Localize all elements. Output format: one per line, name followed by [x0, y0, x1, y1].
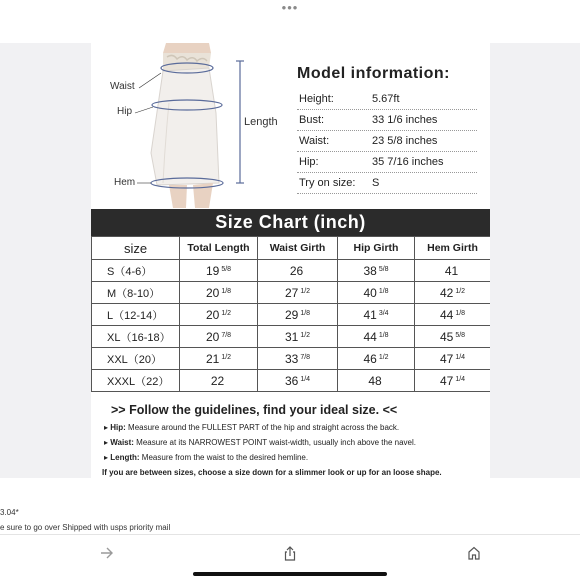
measurement-cell: [258, 304, 338, 326]
size-table-row: [92, 326, 491, 348]
share-button[interactable]: [281, 545, 299, 561]
measurement-whole: 33: [284, 351, 299, 366]
measurement-fraction: 1/4: [455, 375, 466, 383]
size-table-row: [92, 348, 491, 370]
size-cell: XXXL（22）: [92, 370, 180, 392]
waist-label: Waist: [110, 81, 135, 92]
arrow-right-icon: [100, 547, 114, 559]
measurement-cell: [258, 260, 338, 282]
model-information: [297, 65, 477, 194]
measurement-fraction: 1/4: [300, 375, 311, 383]
toolbar-divider: [0, 534, 580, 535]
measurement-whole: 20: [205, 307, 220, 322]
column-header-hip-girth: Hip Girth: [338, 237, 415, 260]
measurement-cell: [415, 326, 491, 348]
measurement-cell: [180, 304, 258, 326]
model-info-key: Waist:: [299, 135, 330, 147]
model-info-row: [297, 152, 477, 173]
length-guideline-label: Length:: [110, 453, 140, 462]
measurement-whole: 36: [284, 373, 299, 388]
measurement-whole: 20: [205, 329, 220, 344]
size-table-row: [92, 304, 491, 326]
waist-guideline: ▸ Waist: Measure at its NARROWEST POINT waist-width, usually inch above the navel.: [104, 438, 416, 447]
model-info-row: [297, 131, 477, 152]
size-chart-table: [91, 236, 490, 392]
model-info-key: Bust:: [299, 114, 325, 126]
measurement-whole: 45: [439, 329, 454, 344]
measurement-fraction: 1/4: [455, 353, 466, 361]
measurement-fraction: 1/2: [455, 287, 466, 295]
measurement-whole: 41: [363, 307, 377, 322]
measurement-cell: [258, 370, 338, 392]
measurement-fraction: 5/8: [378, 265, 389, 273]
hip-guideline-text: Measure around the FULLEST PART of the hip and straight across the back.: [125, 423, 400, 432]
measurement-cell: [180, 260, 258, 282]
size-cell: M（8-10）: [92, 282, 180, 304]
measurement-whole: 48: [368, 373, 382, 388]
measurement-cell: [415, 304, 491, 326]
model-info-value: 23 5/8 inches: [372, 135, 438, 147]
model-info-row: [297, 173, 477, 194]
measurement-cell: [415, 260, 491, 282]
measurement-fraction: 3/4: [378, 309, 389, 317]
measurement-cell: [180, 370, 258, 392]
measurement-whole: 47: [439, 373, 454, 388]
measurement-whole: 31: [284, 329, 299, 344]
size-table-row: [92, 370, 491, 392]
model-info-value: S: [372, 177, 380, 189]
measurement-cell: [338, 370, 415, 392]
size-chart-title: Size Chart (inch): [91, 209, 490, 236]
skirt-shape: [151, 68, 219, 185]
measurement-fraction: 1/2: [221, 353, 232, 361]
measurement-fraction: 1/2: [300, 287, 311, 295]
measurement-fraction: 1/2: [300, 331, 311, 339]
measurement-fraction: 1/8: [378, 331, 389, 339]
waist-guideline-text: Measure at its NARROWEST POINT waist-width, usually inch above the navel.: [133, 438, 416, 447]
measurement-whole: 27: [284, 285, 299, 300]
measurement-whole: 46: [363, 351, 377, 366]
measurement-whole: 42: [439, 285, 454, 300]
measurement-cell: [180, 348, 258, 370]
model-info-value: 5.67ft: [372, 93, 400, 105]
measurement-fraction: 5/8: [221, 265, 232, 273]
hip-guideline-label: Hip:: [110, 423, 126, 432]
measurement-whole: 44: [363, 329, 377, 344]
size-table-header-row: [92, 237, 491, 260]
description-text[interactable]: e sure to go over Shipped with usps priority mail: [0, 523, 171, 532]
size-cell: XL（16-18）: [92, 326, 180, 348]
measurement-cell: [415, 370, 491, 392]
measurement-cell: [338, 326, 415, 348]
model-info-title: Model information:: [297, 65, 450, 82]
measurement-fraction: 1/8: [300, 309, 311, 317]
measurement-whole: 40: [363, 285, 377, 300]
measurement-fraction: 1/8: [221, 287, 232, 295]
measurement-whole: 20: [205, 285, 220, 300]
measurement-cell: [258, 348, 338, 370]
size-cell: S（4-6）: [92, 260, 180, 282]
home-indicator[interactable]: [193, 572, 387, 576]
size-cell: XXL（20）: [92, 348, 180, 370]
hip-guideline: ▸ Hip: Measure around the FULLEST PART of the hip and straight across the back.: [104, 423, 400, 432]
measurement-whole: 26: [289, 263, 304, 278]
measurement-whole: 44: [439, 307, 454, 322]
model-info-row: [297, 110, 477, 131]
length-label: Length: [244, 116, 278, 128]
measurement-whole: 19: [205, 263, 220, 278]
measurement-fraction: 1/2: [378, 353, 389, 361]
measurement-cell: [258, 326, 338, 348]
length-guideline-text: Measure from the waist to the desired hemline.: [139, 453, 309, 462]
measurement-whole: 41: [444, 263, 459, 278]
measurement-whole: 38: [363, 263, 377, 278]
measurement-whole: 47: [439, 351, 454, 366]
size-table-row: [92, 282, 491, 304]
share-icon: [284, 546, 296, 561]
model-info-row: [297, 89, 477, 110]
between-sizes-note: If you are between sizes, choose a size down for a slimmer look or up for an loose shape.: [102, 468, 442, 477]
measurement-cell: [338, 304, 415, 326]
measurement-cell: [338, 260, 415, 282]
model-info-key: Height:: [299, 93, 334, 105]
product-image[interactable]: [91, 43, 490, 478]
home-button[interactable]: [465, 545, 483, 561]
measurement-cell: [180, 326, 258, 348]
measurement-fraction: 7/8: [300, 353, 311, 361]
model-info-value: 35 7/16 inches: [372, 156, 444, 168]
measurement-whole: 29: [284, 307, 299, 322]
price-text: 3.04*: [0, 508, 19, 517]
measurement-cell: [338, 282, 415, 304]
measurement-cell: [180, 282, 258, 304]
hip-label: Hip: [117, 106, 133, 117]
column-header-total-length: Total Length: [180, 237, 258, 260]
model-info-key: Try on size:: [299, 177, 356, 189]
measurement-cell: [338, 348, 415, 370]
measurement-cell: [415, 348, 491, 370]
size-table-row: [92, 260, 491, 282]
waist-guideline-label: Waist:: [110, 438, 134, 447]
hem-label: Hem: [114, 177, 136, 188]
measurement-fraction: 7/8: [221, 331, 232, 339]
length-guideline: ▸ Length: Measure from the waist to the desired hemline.: [104, 453, 309, 462]
measurement-whole: 22: [210, 373, 225, 388]
column-header-hem-girth: Hem Girth: [415, 237, 491, 260]
model-info-key: Hip:: [299, 156, 319, 168]
forward-button[interactable]: [98, 545, 116, 561]
measurement-fraction: 1/8: [455, 309, 466, 317]
guidelines-title: >> Follow the guidelines, find your ideal size. <<: [111, 403, 398, 417]
measurement-cell: [415, 282, 491, 304]
size-cell: L（12-14）: [92, 304, 180, 326]
measurement-cell: [258, 282, 338, 304]
measurement-whole: 21: [205, 351, 220, 366]
measurement-fraction: 1/8: [378, 287, 389, 295]
column-header-waist-girth: Waist Girth: [258, 237, 338, 260]
model-info-value: 33 1/6 inches: [372, 114, 438, 126]
measurement-fraction: 1/2: [221, 309, 232, 317]
more-menu-icon[interactable]: •••: [281, 0, 299, 15]
column-header-size: size: [92, 237, 180, 260]
home-icon: [467, 546, 481, 560]
measurement-fraction: 5/8: [455, 331, 466, 339]
